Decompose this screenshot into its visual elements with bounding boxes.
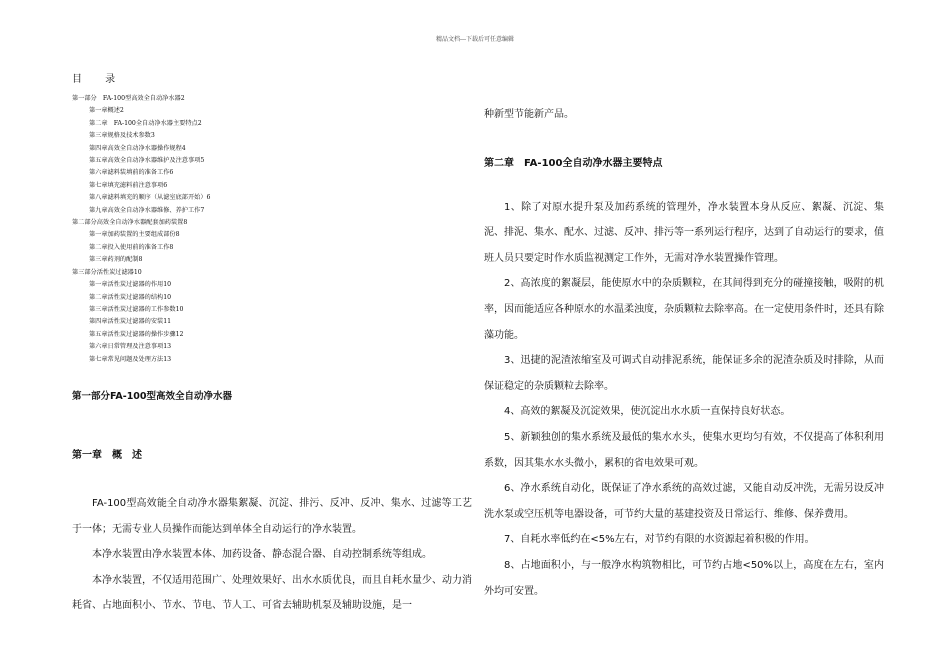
toc-chapter-entry[interactable]: 第一章加药装置的主要组成部份8 (89, 231, 180, 239)
toc-chapter-entry[interactable]: 第九章高效全自动净水器维修、养护工作7 (89, 206, 205, 214)
chapter-one-body (72, 491, 472, 619)
paragraph: 6、净水系统自动化，既保证了净水系统的高效过滤，又能自动反冲洗，无需另设反冲洗水泵或空压机等电器设备，可节约大量的基建投资及日常运行、维修、保养费用。 (484, 483, 884, 520)
toc-chapter-entry[interactable]: 第三章药剂的配制8 (89, 256, 143, 264)
toc-chapter-entry[interactable]: 第六章日常管理及注意事项13 (89, 343, 172, 351)
toc-chapter-entry[interactable]: 第七章填充滤料前注意事项6 (89, 181, 168, 189)
toc-chapter-entry[interactable]: 第一章概述2 (89, 107, 124, 115)
part-one-title: 第一部分FA-100型高效全自动净水器 (72, 390, 233, 402)
toc-chapter-entry[interactable]: 第七章常见问题及处理方法13 (89, 355, 172, 363)
toc-chapter-entry[interactable]: 第五章活性炭过滤器的操作步骤12 (89, 330, 184, 338)
toc-part-entry[interactable]: 第一部分 FA-100型高效全自动净水器2 (72, 95, 185, 102)
page-header: 精品文档---下载后可任意编辑 (435, 36, 515, 43)
chapter-two-title: 第二章 FA-100全自动净水器主要特点 (484, 157, 663, 169)
paragraph: 4、高效的絮凝及沉淀效果，使沉淀出水水质一直保持良好状态。 (504, 406, 791, 418)
toc-chapter-entry[interactable]: 第四章高效全自动净水器操作规程4 (89, 144, 186, 152)
toc-part-entry[interactable]: 第二部分高效全自动净水器配套加药装置8 (72, 219, 188, 227)
toc-chapter-entry[interactable]: 第四章活性炭过滤器的安装11 (89, 318, 172, 326)
toc-chapter-entry[interactable]: 第六章滤料装填前的准备工作6 (89, 169, 174, 177)
paragraph: 3、迅捷的泥渣浓缩室及可调式自动排泥系统，能保证多余的泥渣杂质及时排除，从而保证稳定的杂质颗粒去除率。 (484, 355, 884, 392)
toc-chapter-entry[interactable]: 第一章活性炭过滤器的作用10 (89, 281, 172, 289)
paragraph-continuation: 种新型节能新产品。 (484, 109, 574, 120)
toc-title: 目 录 (72, 74, 126, 85)
toc-chapter-entry[interactable]: 第二章 FA-100全自动净水器主要特点2 (89, 119, 202, 127)
paragraph: FA-100型高效能全自动净水器集絮凝、沉淀、排污、反冲、反冲、集水、过滤等工艺于一体；无需专业人员操作而能达到单体全自动运行的净水装置。 (72, 497, 472, 535)
toc-chapter-entry[interactable]: 第三章活性炭过滤器的工作参数10 (89, 305, 184, 313)
toc-chapter-entry[interactable]: 第三章规格及技术参数3 (89, 132, 155, 140)
paragraph: 5、新颖独创的集水系统及最低的集水水头，使集水更均匀有效，不仅提高了体积利用系数，因其集水水头微小，累积的省电效果可观。 (484, 431, 884, 469)
paragraph: 8、占地面积小，与一般净水构筑物相比，可节约占地<50%以上，高度在左右，室内外均可安置。 (484, 559, 884, 597)
toc-part-entry[interactable]: 第三部分活性炭过滤器10 (72, 268, 142, 276)
paragraph: 1、除了对原水提升泵及加药系统的管理外，净水装置本身从反应、絮凝、沉淀、集泥、排泥、集水、配水、过滤、反冲、排污等一系列运行程序，达到了自动运行的要求，值班人员只要定时作水质监视测定工作外，无需对净水装置操作管理。 (484, 201, 884, 264)
toc-chapter-entry[interactable]: 第二章投入使用前的准备工作8 (89, 243, 174, 251)
chapter-one-title: 第一章 概 述 (72, 449, 142, 461)
paragraph: 本净水装置，不仅适用范围广、处理效果好、出水水质优良，而且自耗水量少、动力消耗省、占地面积小、节水、节电、节人工、可省去辅助机泵及辅助设施，是一 (72, 574, 472, 612)
paragraph: 2、高浓度的絮凝层，能使原水中的杂质颗粒，在其间得到充分的碰撞接触，吸附的机率，因而能适应各种原水的水温柔浊度，杂质颗粒去除率高。在一定使用条件时，还具有除藻功能。 (484, 278, 884, 341)
toc-chapter-entry[interactable]: 第八章滤料填充的顺序（从滤室底部开始）6 (89, 194, 211, 202)
table-of-contents (72, 93, 472, 366)
paragraph: 本净水装置由净水装置本体、加药设备、静态混合器、自动控制系统等组成。 (92, 549, 432, 561)
left-column (72, 70, 472, 619)
right-column (484, 102, 884, 604)
toc-chapter-entry[interactable]: 第二章活性炭过滤器的结构10 (89, 293, 172, 301)
toc-chapter-entry[interactable]: 第五章高效全自动净水器维护及注意事项5 (89, 157, 205, 165)
paragraph: 7、自耗水率低约在<5%左右，对节约有限的水资源起着积极的作用。 (504, 534, 815, 546)
chapter-two-body (484, 195, 884, 605)
